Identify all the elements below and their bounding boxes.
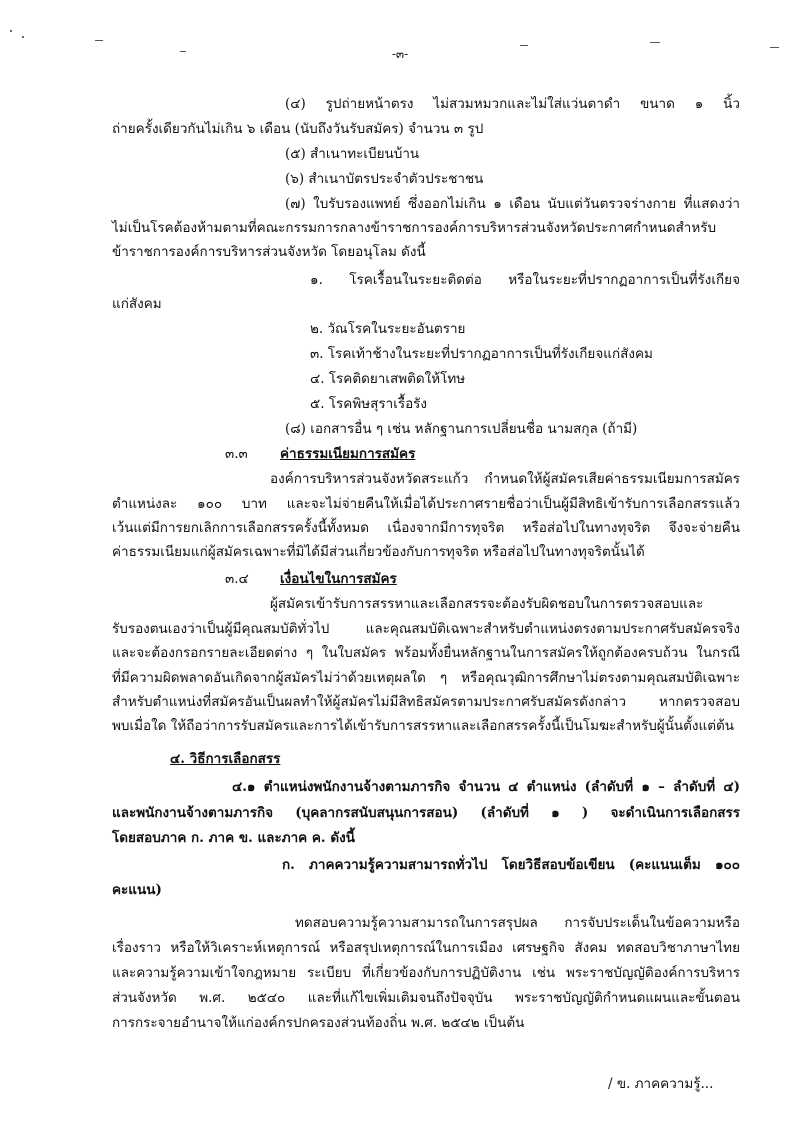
scan-mark bbox=[95, 40, 103, 41]
section-3-4-heading: เงื่อนไขในการสมัคร bbox=[280, 571, 397, 587]
scan-speck bbox=[22, 36, 24, 38]
section-4-1-line: และพนักงานจ้างตามภารกิจ (บุคลากรสนับสนุนการสอน) (ลำดับที่ ๑ ) จะดำเนินการเลือกสรร bbox=[112, 805, 740, 821]
section-3-4-line: ผู้สมัครเข้ารับการสรรหาและเลือกสรรจะต้องรับผิดชอบในการตรวจสอบและ bbox=[270, 596, 704, 612]
item-4-line-2: ถ่ายครั้งเดียวกันไม่เกิน ๖ เดือน (นับถึงวันรับสมัคร) จำนวน ๓ รูป bbox=[112, 121, 484, 137]
part-a-body-line: การกระจายอำนาจให้แก่องค์กรปกครองส่วนท้องถิ่น พ.ศ. ๒๕๔๒ เป็นต้น bbox=[112, 1015, 525, 1031]
part-a-body-line: ทดสอบความรู้ความสามารถในการสรุปผล การจับประเด็นในข้อความหรือ bbox=[295, 915, 740, 931]
disease-4: ๔. โรคติดยาเสพติดให้โทษ bbox=[310, 371, 466, 387]
disease-5: ๕. โรคพิษสุราเรื้อรัง bbox=[310, 396, 428, 412]
section-3-3-number: ๓.๓ bbox=[225, 446, 248, 462]
continuation-note: / ข. ภาคความรู้... bbox=[608, 1076, 714, 1092]
section-3-4-line: สำหรับตำแหน่งที่สมัครอันเป็นผลทำให้ผู้สมัครไม่มีสิทธิสมัครตามประกาศรับสมัครดังกล่าว หากตรวจสอบ bbox=[112, 694, 740, 710]
disease-1-line-1: ๑. โรคเรื้อนในระยะติดต่อ หรือในระยะที่ปรากฏอาการเป็นที่รังเกียจ bbox=[310, 272, 740, 288]
item-5: (๕) สำเนาทะเบียนบ้าน bbox=[285, 146, 420, 162]
section-3-4-line: พบเมื่อใด ให้ถือว่าการรับสมัครและการได้เข้ารับการสรรหาและเลือกสรรครั้งนี้เป็นโมฆะสำหรับผู้นั้นตั้งแต่ต้น bbox=[112, 718, 734, 734]
item-6: (๖) สำเนาบัตรประจำตัวประชาชน bbox=[285, 171, 484, 187]
item-7-line-3: ข้าราชการองค์การบริหารส่วนจังหวัด โดยอนุโลม ดังนี้ bbox=[112, 244, 426, 260]
disease-2: ๒. วัณโรคในระยะอันตราย bbox=[310, 321, 466, 337]
section-3-4-line: ที่มีความผิดพลาดอันเกิดจากผู้สมัครไม่ว่าด้วยเหตุผลใด ๆ หรือคุณวุฒิการศึกษาไม่ตรงตามคุณสมบัติเฉพาะ bbox=[112, 670, 740, 686]
page-number: -๓- bbox=[391, 47, 409, 61]
disease-3: ๓. โรคเท้าช้างในระยะที่ปรากฏอาการเป็นที่รังเกียจแก่สังคม bbox=[310, 346, 653, 362]
item-7-line-2: ไม่เป็นโรคต้องห้ามตามที่คณะกรรมการกลางข้าราชการองค์การบริหารส่วนจังหวัดประกาศกำหนดสำหรับ bbox=[112, 220, 717, 236]
section-3-3-line: ค่าธรรมเนียมแก่ผู้สมัครเฉพาะที่มิได้มีส่วนเกี่ยวข้องกับการทุจริต หรือส่อไปในทางทุจริตนั้นได้ bbox=[112, 544, 645, 560]
section-3-3-line: องค์การบริหารส่วนจังหวัดสระแก้ว กำหนดให้ผู้สมัครเสียค่าธรรมเนียมการสมัคร bbox=[270, 471, 740, 487]
scan-speck bbox=[10, 30, 12, 32]
item-8: (๘) เอกสารอื่น ๆ เช่น หลักฐานการเปลี่ยนชื่อ นามสกุล (ถ้ามี) bbox=[285, 421, 638, 437]
section-3-3-line: ตำแหน่งละ ๑๐๐ บาท และจะไม่จ่ายคืนให้เมื่อได้ประกาศรายชื่อว่าเป็นผู้มีสิทธิเข้ารับการเลือกสรรแล้ว bbox=[112, 496, 740, 512]
section-3-4-line: รับรองตนเองว่าเป็นผู้มีคุณสมบัติทั่วไป และคุณสมบัติเฉพาะสำหรับตำแหน่งตรงตามประกาศรับสมัครจริง bbox=[112, 621, 740, 637]
part-a-body-line: เรื่องราว หรือให้วิเคราะห์เหตุการณ์ หรือสรุปเหตุการณ์ในการเมือง เศรษฐกิจ สังคม ทดสอบวิชาภาษาไทย bbox=[112, 940, 740, 956]
section-4-1-line: ๔.๑ ตำแหน่งพนักงานจ้างตามภารกิจ จำนวน ๔ ตำแหน่ง (ลำดับที่ ๑ – ลำดับที่ ๔) bbox=[232, 779, 740, 795]
item-4-line-1: (๔) รูปถ่ายหน้าตรง ไม่สวมหมวกและไม่ใส่แว่นตาดำ ขนาด ๑ นิ้ว bbox=[285, 96, 740, 112]
disease-1-line-2: แก่สังคม bbox=[112, 296, 162, 312]
item-7-line-1: (๗) ใบรับรองแพทย์ ซึ่งออกไม่เกิน ๑ เดือน นับแต่วันตรวจร่างกาย ที่แสดงว่า bbox=[285, 196, 740, 212]
section-3-3-line: เว้นแต่มีการยกเลิกการเลือกสรรครั้งนี้ทั้งหมด เนื่องจากมีการทุจริต หรือส่อไปในทางทุจริต จึงจะจ่ายคืน bbox=[112, 520, 740, 536]
section-3-3-heading: ค่าธรรมเนียมการสมัคร bbox=[280, 446, 416, 462]
section-4-heading: ๔. วิธีการเลือกสรร bbox=[170, 751, 281, 767]
part-a-heading-cont: คะแนน) bbox=[112, 882, 162, 898]
part-a-body-line: และความรู้ความเข้าใจกฎหมาย ระเบียบ ที่เกี่ยวข้องกับการปฏิบัติงาน เช่น พระราชบัญญัติองค์การบริหาร bbox=[112, 965, 740, 981]
section-3-4-line: และจะต้องกรอกรายละเอียดต่าง ๆ ในใบสมัคร พร้อมทั้งยื่นหลักฐานในการสมัครให้ถูกต้องครบถ้วน ในกรณี bbox=[112, 645, 740, 661]
part-a-heading: ก. ภาคความรู้ความสามารถทั่วไป โดยวิธีสอบข้อเขียน (คะแนนเต็ม ๑๐๐ bbox=[282, 857, 740, 873]
section-4-1-line: โดยสอบภาค ก. ภาค ข. และภาค ค. ดังนี้ bbox=[112, 830, 355, 846]
section-3-4-number: ๓.๔ bbox=[225, 571, 249, 587]
part-a-body-line: ส่วนจังหวัด พ.ศ. ๒๕๔๐ และที่แก้ไขเพิ่มเติมจนถึงปัจจุบัน พระราชบัญญัติกำหนดแผนและขั้นตอน bbox=[112, 990, 740, 1006]
